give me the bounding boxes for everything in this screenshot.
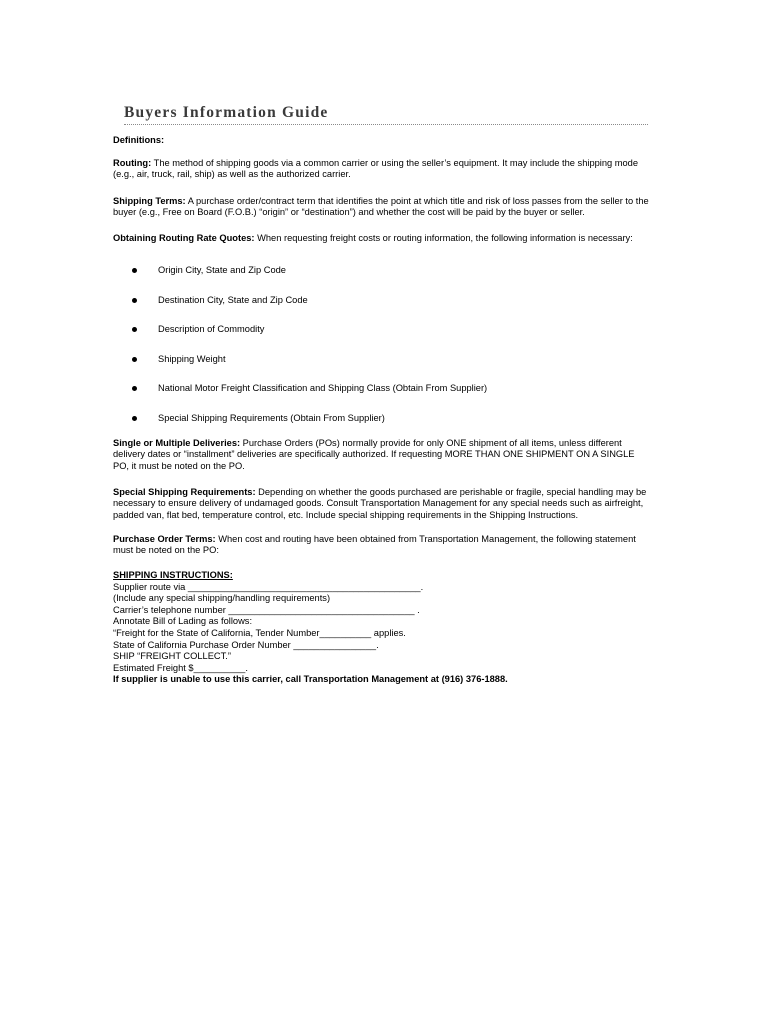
list-item-text: Origin City, State and Zip Code <box>158 265 286 275</box>
list-item-text: Description of Commodity <box>158 324 265 334</box>
shipping-instructions-line: Carrier’s telephone number ____________________________________ . <box>113 604 420 615</box>
shipping-instructions-line: Annotate Bill of Lading as follows: <box>113 616 253 627</box>
bullet-icon <box>132 386 137 391</box>
list-item <box>113 295 653 307</box>
bullet-icon <box>132 416 137 421</box>
shipping-instructions-line: SHIP “FREIGHT COLLECT.” <box>113 651 231 662</box>
special-requirements-term: Special Shipping Requirements: <box>113 487 256 497</box>
list-item <box>113 324 653 336</box>
deliveries-paragraph <box>113 438 653 472</box>
shipping-terms-paragraph <box>113 196 653 219</box>
routing-text: The method of shipping goods via a common carrier or using the seller’s equipment. It may include the shipping mode (e.g., air, truck, rail, ship) as well as the authorized carrier. <box>113 158 639 180</box>
po-terms-term: Purchase Order Terms: <box>113 534 216 544</box>
shipping-instructions-line: Estimated Freight $__________. <box>113 662 248 673</box>
shipping-instructions-line: (Include any special shipping/handling requirements) <box>113 593 331 604</box>
bullet-icon <box>132 268 137 273</box>
special-requirements-paragraph <box>113 487 653 521</box>
shipping-instructions-line: Supplier route via _____________________________________________. <box>113 581 424 592</box>
bullet-icon <box>132 298 137 303</box>
title-row <box>124 104 648 125</box>
list-item <box>113 265 653 277</box>
routing-rate-quotes-text: When requesting freight costs or routing information, the following information is necessary: <box>254 233 633 243</box>
po-terms-paragraph <box>113 534 653 557</box>
carrier-contact-note: If supplier is unable to use this carrier, call Transportation Management at (916) 376-1888. <box>113 674 508 685</box>
deliveries-text: Purchase Orders (POs) normally provide for only ONE shipment of all items, unless different delivery dates or “installment” deliveries are specifically authorized. If requesting MORE THAN ONE SHIPMENT ON A SINGLE PO, it must be noted on the PO. <box>113 438 635 471</box>
shipping-instructions-line: State of California Purchase Order Number ________________. <box>113 639 379 650</box>
bullet-icon <box>132 357 137 362</box>
special-requirements-text: Depending on whether the goods purchased are perishable or fragile, special handling may be necessary to ensure delivery of undamaged goods. Consult Transportation Management for any special needs such as airfreight, padded van, flat bed, temperature control, etc. Include special shipping requirements in the Shipping Instructions. <box>113 487 647 520</box>
list-item-text: Destination City, State and Zip Code <box>158 295 308 305</box>
shipping-instructions <box>113 570 653 686</box>
shipping-instructions-heading: SHIPPING INSTRUCTIONS: <box>113 570 233 580</box>
routing-rate-quotes-term: Obtaining Routing Rate Quotes: <box>113 233 255 243</box>
list-item <box>113 383 653 395</box>
definitions-heading: Definitions: <box>113 135 165 145</box>
list-item-text: Special Shipping Requirements (Obtain From Supplier) <box>158 413 385 423</box>
list-item <box>113 413 653 425</box>
list-item <box>113 354 653 366</box>
shipping-terms-term: Shipping Terms: <box>113 196 186 206</box>
shipping-instructions-line: “Freight for the State of California, Tender Number__________ applies. <box>113 627 406 638</box>
routing-term: Routing: <box>113 158 152 168</box>
shipping-terms-text: A purchase order/contract term that identifies the point at which title and risk of loss passes from the seller to the buyer (e.g., Free on Board (F.O.B.) “origin” or “destination”) and whether the cost will be paid by the buyer or seller. <box>113 196 649 218</box>
list-item-text: Shipping Weight <box>158 354 226 364</box>
list-item-text: National Motor Freight Classification and Shipping Class (Obtain From Supplier) <box>158 383 488 393</box>
page-title: Buyers Information Guide <box>124 104 329 121</box>
po-terms-text: When cost and routing have been obtained from Transportation Management, the following statement must be noted on the PO: <box>113 534 636 556</box>
deliveries-term: Single or Multiple Deliveries: <box>113 438 241 448</box>
routing-paragraph <box>113 158 653 181</box>
bullet-icon <box>132 327 137 332</box>
routing-rate-quotes-paragraph <box>113 233 653 244</box>
